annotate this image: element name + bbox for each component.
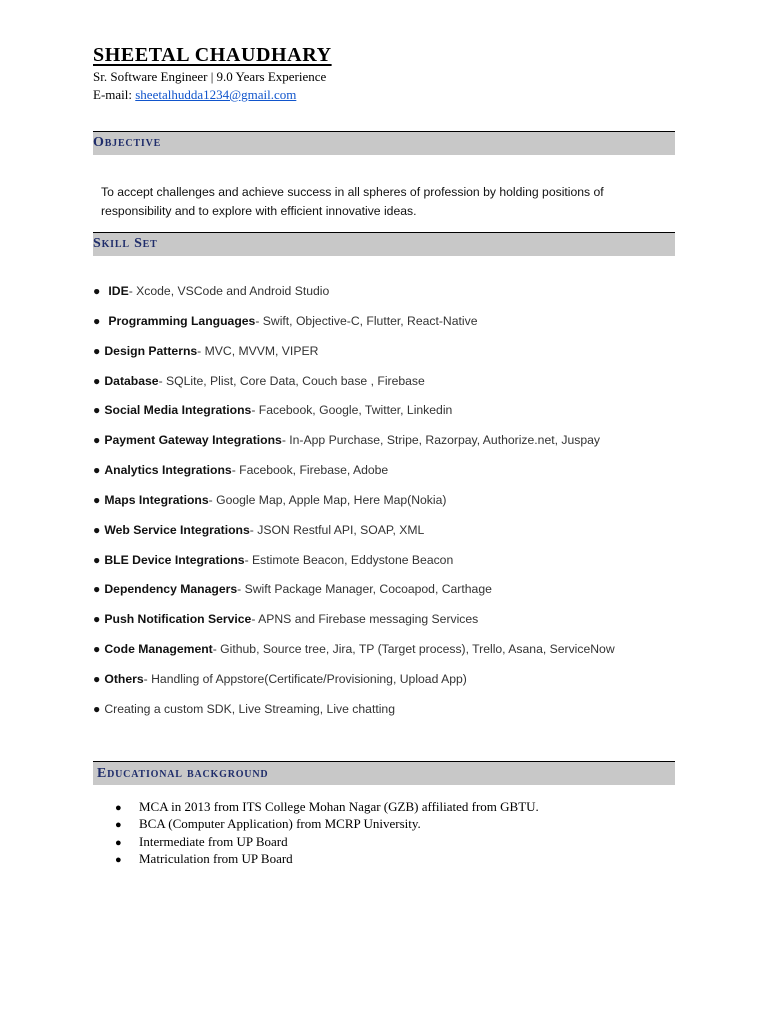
skill-item (93, 671, 693, 701)
objective-heading: Objective (93, 135, 162, 150)
education-header-bar (93, 761, 675, 785)
bullet-icon: ● (93, 612, 101, 627)
objective-header-bar (93, 131, 675, 155)
bullet-icon: ● (93, 403, 101, 418)
bullet-icon: ● (93, 373, 101, 388)
skill-value: - Google Map, Apple Map, Here Map(Nokia) (208, 492, 447, 507)
objective-text (101, 183, 661, 221)
skill-value: - Facebook, Firebase, Adobe (231, 463, 389, 478)
education-heading: Educational background (97, 766, 269, 781)
skill-item (93, 343, 693, 373)
skill-item (93, 611, 693, 641)
skill-label: IDE (108, 284, 129, 298)
objective-line-2: responsibility and to explore with efficient innovative ideas. (101, 204, 417, 218)
skill-item (93, 701, 693, 731)
education-text: Intermediate from UP Board (139, 833, 288, 849)
bullet-icon: ● (93, 701, 101, 716)
education-item (115, 834, 539, 851)
skill-item (93, 522, 693, 552)
skill-item (93, 432, 693, 462)
skills-list (93, 283, 693, 731)
email-link[interactable]: sheetalhudda1234@gmail.com (135, 87, 297, 102)
skill-item (93, 492, 693, 522)
bullet-icon: ● (93, 552, 101, 567)
bullet-icon: ● (93, 582, 101, 597)
skill-label: Push Notification Service (104, 612, 252, 627)
skill-value: - Swift Package Manager, Cocoapod, Carthage (237, 582, 492, 597)
skill-item (93, 641, 693, 671)
skill-value: - Github, Source tree, Jira, TP (Target process), Trello, Asana, ServiceNow (212, 642, 615, 657)
skill-value: - Handling of Appstore(Certificate/Provisioning, Upload App) (143, 671, 467, 686)
bullet-icon: ● (93, 522, 101, 537)
skill-value: - In-App Purchase, Stripe, Razorpay, Authorize.net, Juspay (281, 433, 600, 448)
job-title-experience: Sr. Software Engineer | 9.0 Years Experience (93, 69, 327, 84)
education-list (115, 799, 539, 868)
skill-value: - Estimote Beacon, Eddystone Beacon (244, 552, 454, 567)
skill-label: Analytics Integrations (104, 463, 232, 478)
skill-label: Payment Gateway Integrations (104, 433, 282, 448)
skill-label: Dependency Managers (104, 582, 238, 597)
skill-value: Creating a custom SDK, Live Streaming, Live chatting (104, 701, 395, 716)
skill-item (93, 402, 693, 432)
skill-value: - MVC, MVVM, VIPER (197, 343, 319, 358)
bullet-icon: ● (93, 284, 101, 298)
skill-label: BLE Device Integrations (104, 552, 245, 567)
bullet-icon: ● (115, 853, 122, 866)
skills-header-bar (93, 232, 675, 256)
bullet-icon: ● (93, 671, 101, 686)
skill-label: Maps Integrations (104, 492, 209, 507)
skill-value: - APNS and Firebase messaging Services (251, 612, 479, 627)
skill-value: - Xcode, VSCode and Android Studio (128, 284, 330, 298)
bullet-icon: ● (115, 802, 122, 814)
skill-label: Database (104, 373, 159, 388)
education-text: BCA (Computer Application) from MCRP University. (139, 816, 421, 832)
education-item (115, 851, 539, 868)
skill-label: Others (104, 671, 144, 686)
education-text: MCA in 2013 from ITS College Mohan Nagar (GZB) affiliated from GBTU. (139, 799, 539, 814)
skills-heading: Skill Set (93, 236, 158, 251)
skill-value: - SQLite, Plist, Core Data, Couch base , Firebase (158, 373, 425, 388)
skill-value: - Facebook, Google, Twitter, Linkedin (251, 403, 453, 418)
skill-label: Programming Languages (108, 313, 256, 328)
skill-label: Social Media Integrations (104, 403, 252, 418)
bullet-icon: ● (93, 642, 101, 657)
bullet-icon: ● (93, 343, 101, 358)
email-label: E-mail: (93, 87, 132, 102)
skill-item (93, 283, 693, 313)
skill-value: - Swift, Objective-C, Flutter, React-Native (255, 313, 478, 328)
skill-label: Code Management (104, 642, 213, 657)
skill-label: Design Patterns (104, 343, 198, 358)
skill-item (93, 313, 693, 343)
bullet-icon: ● (93, 463, 101, 478)
education-text: Matriculation from UP Board (139, 850, 293, 866)
skill-item (93, 552, 693, 582)
skill-item (93, 462, 693, 492)
bullet-icon: ● (93, 313, 101, 328)
bullet-icon: ● (115, 819, 122, 832)
skill-item (93, 581, 693, 611)
bullet-icon: ● (93, 433, 101, 448)
education-item (115, 799, 539, 816)
candidate-name: SHEETAL CHAUDHARY (93, 44, 332, 66)
objective-line-1: To accept challenges and achieve success in all spheres of profession by holding positions of (101, 185, 604, 199)
bullet-icon: ● (93, 492, 101, 507)
bullet-icon: ● (115, 836, 122, 849)
skill-value: - JSON Restful API, SOAP, XML (249, 522, 425, 537)
skill-item (93, 373, 693, 403)
skill-label: Web Service Integrations (104, 522, 250, 537)
email-line (93, 87, 296, 103)
education-item (115, 816, 539, 833)
